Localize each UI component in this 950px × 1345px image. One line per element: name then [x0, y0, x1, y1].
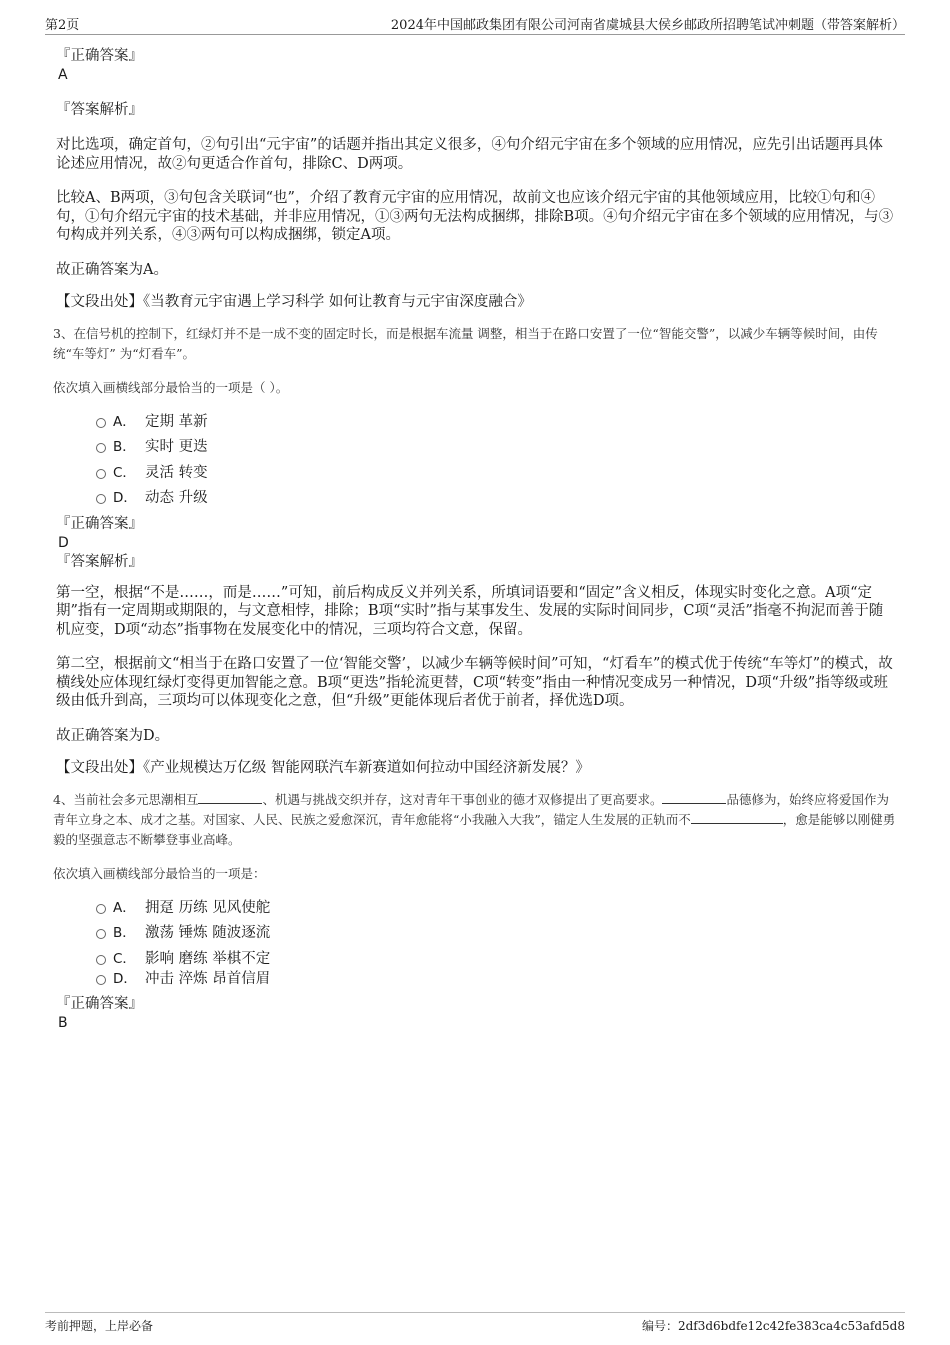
option-text: 动态 升级 [145, 490, 208, 506]
option-letter: D． [113, 970, 137, 987]
answer-label: 『正确答案』 [56, 48, 143, 64]
stem-text: 、机遇与挑战交织并存，这对青年干事创业的德才双修提出了更高要求。 [262, 791, 663, 807]
analysis-conclusion: 故正确答案为A。 [56, 261, 168, 278]
option-d[interactable] [96, 488, 896, 514]
analysis-paragraph: 对比选项，确定首句，②句引出“元宇宙”的话题并指出其定义很多，④句介绍元宇宙在多个领域的应用情况，应先引出话题再具体论述应用情况，故②句更适合作首句，排除C、D两项。 [56, 137, 883, 172]
document-id: 编号：2df3d6bdfe12c42fe383ca4c53afd5d8 [641, 1319, 905, 1333]
option-letter: B． [113, 439, 136, 455]
correct-answer: A [58, 67, 68, 83]
stem-text: 品德修为，始终应将爱国作为青年立身之本、成才之基。对国家、人民、民族之爱愈深沉，青年愈能将“小我融入大我”，锚定人生发展的正轨而不 [53, 791, 889, 827]
analysis-label: 『答案解析』 [56, 102, 143, 118]
option-letter: C． [113, 464, 136, 481]
option-text: 定期 革新 [145, 413, 208, 430]
option-letter: A． [113, 413, 136, 430]
source-citation: 【文段出处】《产业规模达万亿级 智能网联汽车新赛道如何拉动中国经济新发展？》 [56, 760, 590, 776]
option-d[interactable] [96, 969, 896, 995]
option-list [96, 898, 896, 995]
document-body [53, 46, 896, 1032]
option-a[interactable] [96, 412, 896, 438]
question-stem: 3、在信号机的控制下，红绿灯并不是一成不变的固定时长，而是根据车流量 调整，相当于在路口安置了一位“智能交警”，以减少车辆等候时间，由传统“车等灯” 为“灯看车”。 [53, 325, 878, 361]
radio-button[interactable] [96, 955, 106, 965]
stem-text: ，愈是能够以刚健勇毅的坚强意志不断攀登事业高峰。 [53, 811, 896, 847]
answer-label: 『正确答案』 [56, 996, 143, 1012]
option-letter: A． [113, 899, 136, 916]
radio-button[interactable] [96, 494, 106, 504]
option-text: 影响 磨练 举棋不定 [145, 950, 271, 967]
source-citation: 【文段出处】《当教育元宇宙遇上学习科学 如何让教育与元宇宙深度融合》 [56, 294, 532, 310]
page-number: 第2页 [45, 18, 80, 33]
option-c[interactable] [96, 949, 896, 969]
option-text: 拥趸 历练 见风使舵 [145, 899, 271, 916]
analysis-label: 『答案解析』 [56, 553, 143, 570]
analysis-paragraph: 第二空，根据前文“相当于在路口安置了一位‘智能交警’，以减少车辆等候时间”可知，“灯看车”的模式优于传统“车等灯”的模式，故横线处应体现红绿灯变得更加智能之意。B项“更迭”指轮流更替，C项“转变”指由一种情况变成另一种情况，D项“升级”指等级或班级由低升到高，三项均可以体现变化之意，但“升级”更能体现后者优于前者，择优选D项。 [56, 656, 893, 709]
option-text: 激荡 锤炼 随波逐流 [145, 925, 271, 941]
analysis-conclusion: 故正确答案为D。 [56, 727, 170, 744]
fill-blank [198, 791, 262, 804]
radio-button[interactable] [96, 929, 106, 939]
option-text: 实时 更迭 [145, 439, 208, 455]
question-prompt: 依次填入画横线部分最恰当的一项是（ ）。 [53, 379, 289, 395]
stem-text: 4、当前社会多元思潮相互 [53, 791, 199, 807]
correct-answer: D [58, 534, 69, 551]
option-letter: D． [113, 490, 137, 506]
fill-blank [691, 811, 783, 824]
radio-button[interactable] [96, 469, 106, 479]
answer-label: 『正确答案』 [56, 515, 143, 532]
radio-button[interactable] [96, 975, 106, 985]
analysis-paragraph: 比较A、B两项，③句包含关联词“也”，介绍了教育元宇宙的应用情况，故前文也应该介绍元宇宙的其他领域应用，比较①句和④句，①句介绍元宇宙的技术基础，并非应用情况，①③两句无法构成捆绑，排除B项。④句介绍元宇宙在多个领域的应用情况，与③句构成并列关系，④③两句可以构成捆绑，锁定A项。 [56, 190, 894, 243]
option-list [96, 412, 896, 514]
document-title: 2024年中国邮政集团有限公司河南省虞城县大侯乡邮政所招聘笔试冲刺题（带答案解析） [390, 18, 905, 33]
radio-button[interactable] [96, 904, 106, 914]
radio-button[interactable] [96, 443, 106, 453]
page-footer [45, 1312, 905, 1338]
option-text: 冲击 淬炼 昂首信眉 [145, 970, 271, 987]
option-b[interactable] [96, 437, 896, 463]
radio-button[interactable] [96, 418, 106, 428]
option-c[interactable] [96, 463, 896, 489]
fill-blank [662, 791, 726, 804]
question-stem [53, 790, 896, 850]
option-b[interactable] [96, 923, 896, 949]
footer-slogan: 考前押题，上岸必备 [45, 1319, 154, 1333]
question-prompt: 依次填入画横线部分最恰当的一项是： [53, 865, 266, 881]
option-a[interactable] [96, 898, 896, 924]
option-text: 灵活 转变 [145, 464, 208, 481]
option-letter: B． [113, 925, 136, 941]
page-header [45, 14, 905, 35]
correct-answer: B [58, 1015, 68, 1031]
option-letter: C． [113, 950, 136, 967]
analysis-paragraph: 第一空，根据“不是……，而是……”可知，前后构成反义并列关系，所填词语要和“固定”含义相反，体现实时变化之意。A项“定期”指有一定周期或期限的，与文意相悖，排除；B项“实时”指与某事发生、发展的实际时间同步，C项“灵活”指毫不拘泥而善于随机应变，D项“动态”指事物在发展变化中的情况，三项均符合文意，保留。 [56, 584, 884, 638]
